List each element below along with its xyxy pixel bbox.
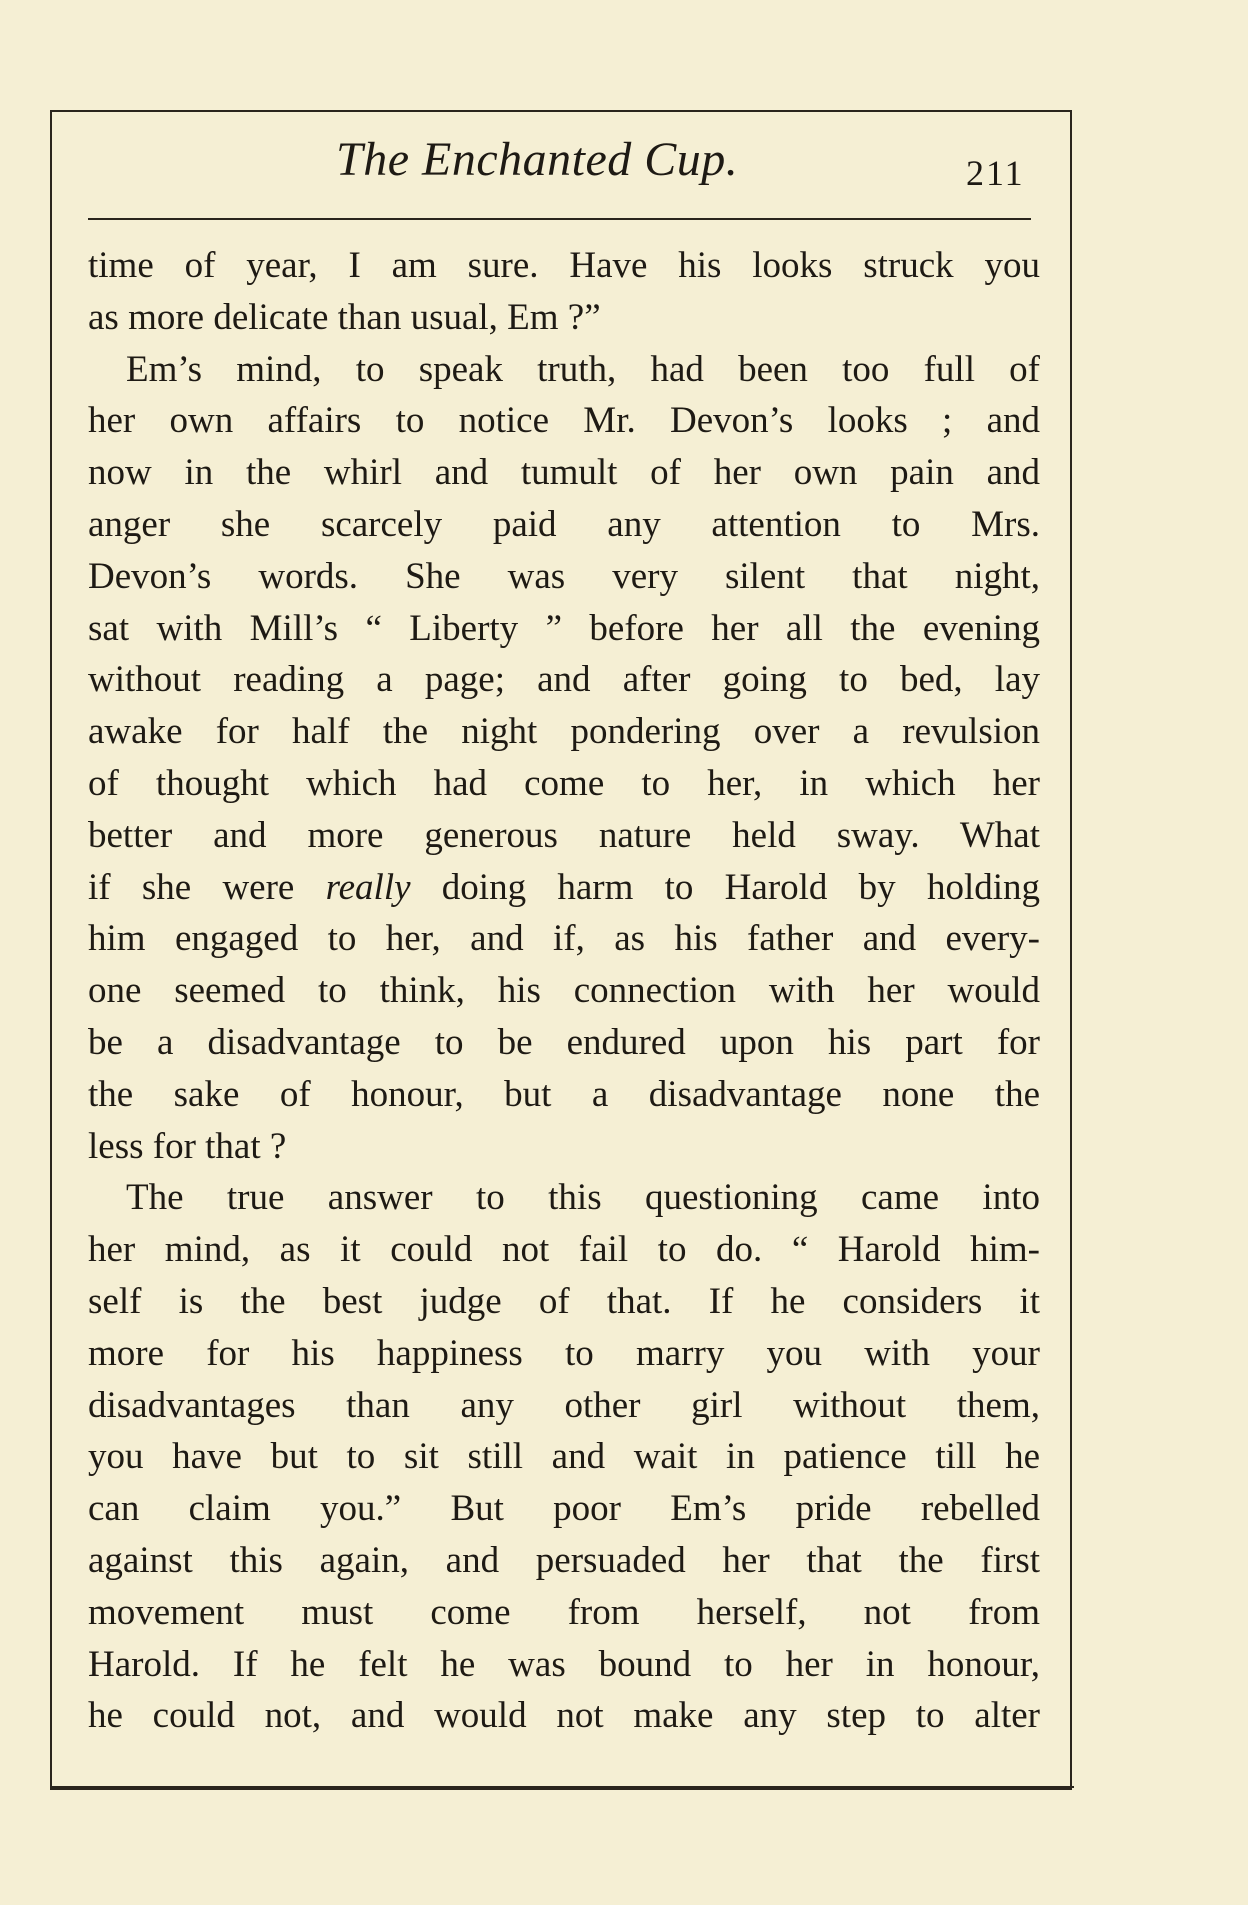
- text-line: Harold. If he felt he was bound to her in honour,: [88, 1643, 1040, 1685]
- text-line: one seemed to think, his connection with her would: [88, 970, 1040, 1012]
- text-line: more for his happiness to marry you with your: [88, 1332, 1040, 1374]
- text-line: better and more generous nature held sway. What: [88, 814, 1040, 856]
- text-line: him engaged to her, and if, as his father and every-: [88, 918, 1040, 960]
- text-line: Devon’s words. She was very silent that night,: [88, 555, 1040, 597]
- text-line: her mind, as it could not fail to do. “ Harold him-: [88, 1229, 1040, 1271]
- text-segment: if she were: [88, 866, 326, 908]
- text-line: as more delicate than usual, Em ?”: [88, 296, 601, 338]
- page-number: 211: [966, 153, 1025, 193]
- bottom-rule: [50, 1786, 1074, 1788]
- text-line: movement must come from herself, not from: [88, 1591, 1040, 1633]
- text-line: The true answer to this questioning came into: [126, 1177, 1040, 1219]
- text-line: time of year, I am sure. Have his looks struck you: [88, 245, 1040, 286]
- text-line: anger she scarcely paid any attention to Mrs.: [88, 503, 1040, 545]
- text-line-with-emphasis: [88, 862, 1040, 914]
- body-text: [88, 240, 1040, 1742]
- text-line: of thought which had come to her, in which her: [88, 762, 1040, 804]
- text-line: now in the whirl and tumult of her own pain and: [88, 452, 1040, 494]
- emphasized-word: really: [325, 866, 411, 908]
- text-line: the sake of honour, but a disadvantage none the: [88, 1073, 1040, 1115]
- text-line: against this again, and persuaded her that the first: [88, 1539, 1040, 1581]
- text-line: awake for half the night pondering over a revulsion: [88, 711, 1040, 753]
- text-line: Em’s mind, to speak truth, had been too full of: [126, 348, 1040, 390]
- text-line: less for that ?: [88, 1125, 287, 1167]
- text-line: self is the best judge of that. If he considers it: [88, 1280, 1040, 1322]
- text-line: her own affairs to notice Mr. Devon’s looks ; and: [88, 400, 1040, 442]
- text-line: be a disadvantage to be endured upon his part for: [88, 1021, 1040, 1063]
- text-line: you have but to sit still and wait in patience till he: [88, 1436, 1040, 1478]
- text-line: without reading a page; and after going to bed, lay: [88, 659, 1040, 701]
- text-line: can claim you.” But poor Em’s pride rebelled: [88, 1488, 1040, 1530]
- text-line: disadvantages than any other girl without them,: [88, 1384, 1040, 1426]
- text-segment: doing harm to Harold by holding: [410, 866, 1040, 908]
- header-rule: [88, 218, 1031, 220]
- running-header: [50, 122, 1072, 202]
- text-line: he could not, and would not make any step to alter: [88, 1695, 1040, 1737]
- text-line: sat with Mill’s “ Liberty ” before her all the evening: [88, 607, 1040, 649]
- running-title: The Enchanted Cup.: [336, 133, 739, 186]
